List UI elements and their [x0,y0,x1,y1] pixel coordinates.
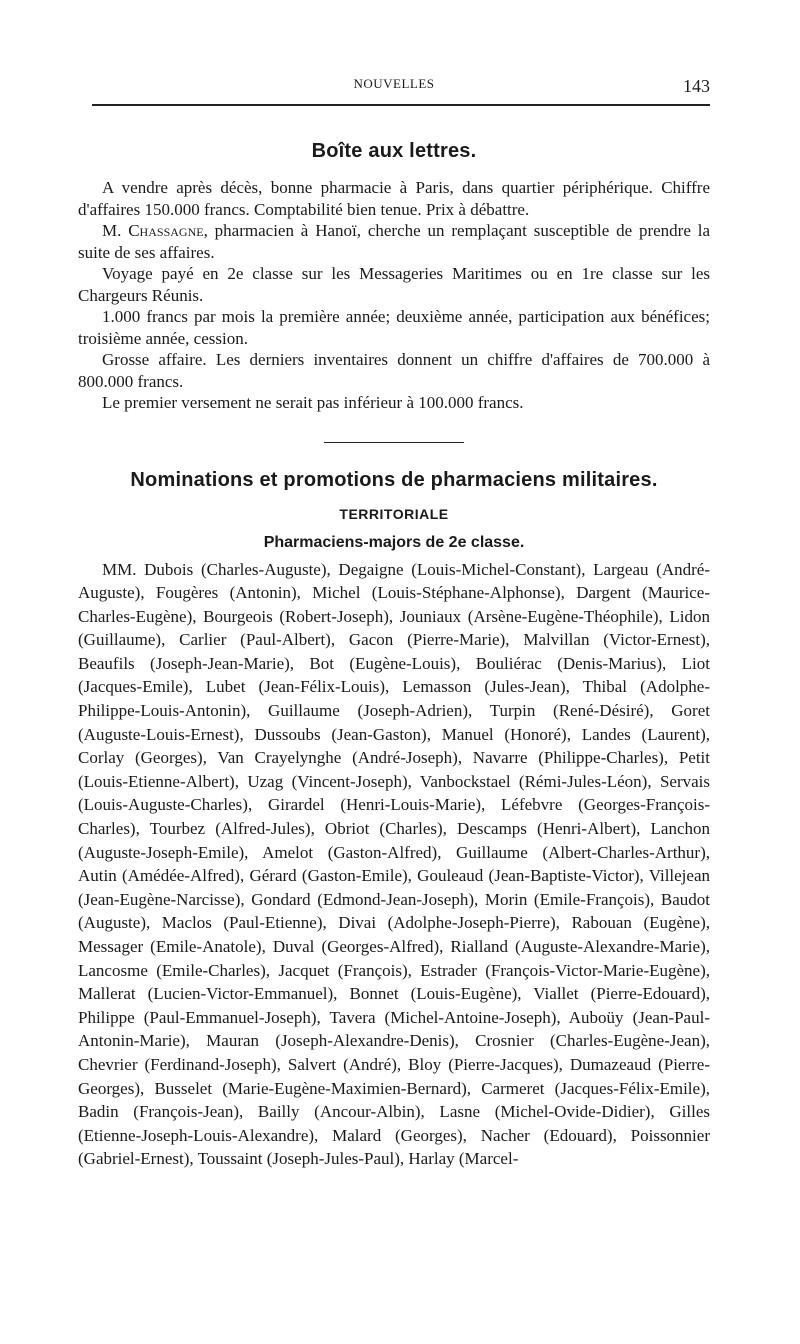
ad-paragraph-2-text: pharmacien à Hanoï, cherche un remplaçant susceptible de prendre la suite de ses affaires. [78,221,711,262]
journal-page [78,68,710,1171]
letters-section-title: Boîte aux lettres. [311,140,477,162]
ad-paragraph-1: A vendre après décès, bonne pharmacie à Paris, dans quartier périphérique. Chiffre d'affaires 150.000 francs. Comptabilité bien tenue. Prix à débattre. [78,178,710,219]
nominations-subtitle: TERRITORIALE [339,505,449,522]
ad-paragraph-3: Voyage payé en 2e classe sur les Messageries Maritimes ou en 1re classe sur les Chargeurs Réunis. [78,264,710,305]
ad-paragraph-5: Grosse affaire. Les derniers inventaires donnent un chiffre d'affaires de 700.000 à 800.000 francs. [78,350,710,391]
running-head [78,68,710,98]
running-title: NOUVELLES [353,76,435,91]
grade-heading: Pharmaciens-majors de 2e classe. [263,533,525,551]
ad-paragraph-6: Le premier versement ne serait pas inférieur à 100.000 francs. [102,393,524,412]
ad-paragraph-4: 1.000 francs par mois la première année; deuxième année, participation aux bénéfices; troisième année, cession. [78,307,710,348]
ad-name-prefix: M. [102,221,122,240]
header-rule [92,104,710,106]
letters-section [78,140,710,414]
nominations-list: MM. Dubois (Charles-Auguste), Degaigne (Louis-Michel-Constant), Largeau (André-Auguste), Fougères (Antonin), Michel (Louis-Stéphane-Alphonse), Dargent (Maurice-Charles-Eugène), Bourgeois (Robert-Joseph), Jouniaux (Arsène-Eugène-Théophile), Lidon (Guillaume), Carlier (Paul-Albert), Gacon (Pierre-Marie), Malvillan (Victor-Ernest), Beaufils (Joseph-Jean-Marie), Bot (Eugène-Louis), Bouliérac (Denis-Marius), Liot (Jacques-Emile), Lubet (Jean-Félix-Louis), Lemasson (Jules-Jean), Thibal (Adolphe-Philippe-Louis-Antonin), Guillaume (Joseph-Adrien), Turpin (René-Désiré), Goret (Auguste-Louis-Ernest), Dussoubs (Jean-Gaston), Manuel (Honoré), Landes (Laurent), Corlay (Georges), Van Crayelynghe (André-Joseph), Navarre (Philippe-Charles), Petit (Louis-Etienne-Albert), Uzag (Vincent-Joseph), Vanbockstael (Rémi-Jules-Léon), Servais (Louis-Auguste-Charles), Girardel (Henri-Louis-Marie), Léfebvre (Georges-François-Charles), Tourbez (Alfred-Jules), Obriot (Charles), Descamps (Henri-Albert), Lanchon (Auguste-Joseph-Emile), Amelot (Gaston-Alfred), Guillaume (Albert-Charles-Arthur), Autin (Amédée-Alfred), Gérard (Gaston-Emile), Gouleaud (Jean-Baptiste-Victor), Villejean (Jean-Eugène-Narcisse), Gondard (Edmond-Jean-Joseph), Morin (Emile-François), Baudot (Auguste), Maclos (Paul-Etienne), Divai (Adolphe-Joseph-Pierre), Rabouan (Eugène), Messager (Emile-Anatole), Duval (Georges-Alfred), Rialland (Auguste-Alexandre-Marie), Lancosme (Emile-Charles), Jacquet (François), Estrader (François-Victor-Marie-Eugène), Mallerat (Lucien-Victor-Emmanuel), Bonnet (Louis-Eugène), Viallet (Pierre-Edouard), Philippe (Paul-Emmanuel-Joseph), Tavera (Michel-Antoine-Joseph), Auboüy (Jean-Paul-Antonin-Marie), Mauran (Joseph-Alexandre-Denis), Crosnier (Charles-Eugène-Jean), Chevrier (Ferdinand-Joseph), Salvert (André), Bloy (Pierre-Jacques), Dumazeaud (Pierre-Georges), Busselet (Marie-Eugène-Maximien-Bernard), Carmeret (Jacques-Félix-Emile), Badin (François-Jean), Bailly (Ancour-Albin), Lasne (Michel-Ovide-Didier), Gilles (Etienne-Joseph-Louis-Alexandre), Malard (Georges), Nacher (Edouard), Poissonnier (Gabriel-Ernest), Toussaint (Joseph-Jules-Paul), Harlay (Marcel- [78,559,710,1169]
section-separator [324,442,464,443]
page-number: 143 [683,76,710,96]
ad-name: Chassagne [128,221,204,240]
nominations-section [78,469,710,1171]
nominations-title: Nominations et promotions de pharmaciens militaires. [130,468,658,491]
ad-paragraph-2: M. Chassagne, pharmacien à Hanoï, cherche un remplaçant susceptible de prendre la suite de ses affaires. [78,221,711,262]
